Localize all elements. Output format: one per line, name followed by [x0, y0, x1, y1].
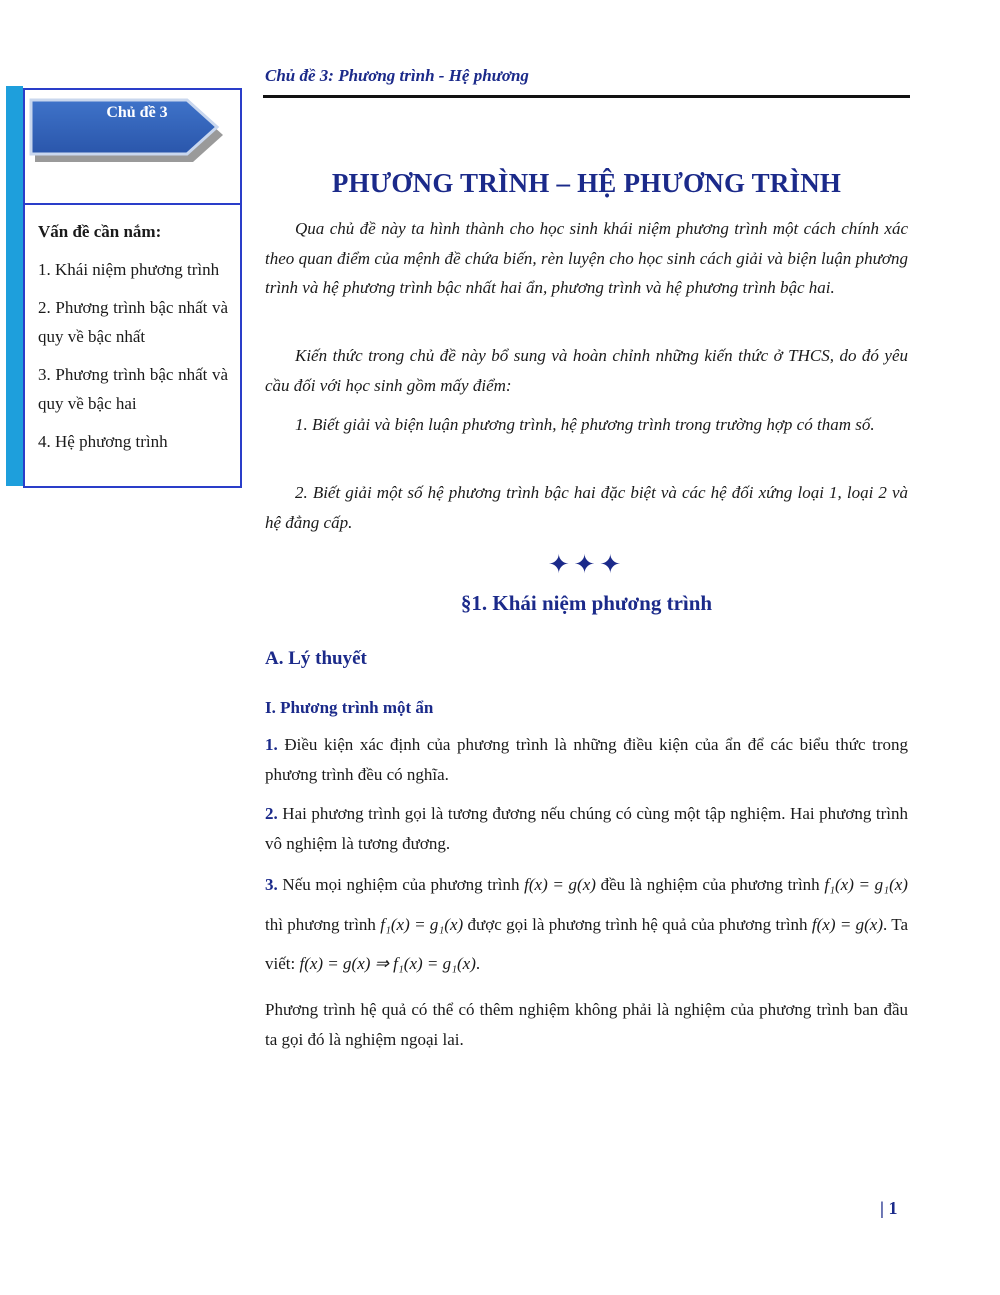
sidebar-content — [25, 205, 240, 456]
point-text: Nếu mọi nghiệm của phương trình — [277, 875, 525, 894]
point-text: . Ta viết: — [265, 914, 909, 973]
point-text: được gọi là phương trình hệ quả của phương trình — [463, 914, 812, 934]
equation: f₁(x) = g₁(x) — [824, 875, 908, 894]
intro-paragraph: 1. Biết giải và biện luận phương trình, hệ phương trình trong trường hợp có tham số. — [295, 415, 875, 434]
topic-sidebar — [23, 88, 242, 488]
sidebar-accent-bar — [6, 86, 23, 486]
intro-paragraph: Kiến thức trong chủ đề này bổ sung và hoàn chỉnh những kiến thức ở THCS, do đó yêu cầu đối với học sinh gồm mấy điểm: — [265, 346, 908, 395]
point-2 — [265, 799, 908, 858]
sidebar-item: 4. Hệ phương trình — [38, 432, 168, 451]
subsection-heading: A. Lý thuyết — [265, 648, 367, 669]
star-divider-icon: ✦✦✦ — [547, 550, 626, 579]
sidebar-item: 3. Phương trình bậc nhất và quy về bậc hai — [38, 365, 228, 413]
sidebar-item: 1. Khái niệm phương trình — [38, 260, 220, 279]
point-number: 3. — [265, 875, 278, 894]
point-text: . — [475, 954, 481, 973]
equation: f(x) = g(x) — [811, 914, 883, 934]
intro-paragraph: Qua chủ đề này ta hình thành cho học sinh khái niệm phương trình một cách chính xác theo quan điểm của mệnh đề chứa biến, rèn luyện cho học sinh cách giải và biện luận phương trình và hệ phương trình bậc nhất hai ẩn, phương trình và hệ phương trình bậc hai. — [265, 219, 908, 297]
point-1 — [265, 730, 908, 789]
equation: f₁(x) = g₁(x) — [380, 914, 464, 934]
point-number: 2. — [265, 804, 278, 823]
subsection-heading: I. Phương trình một ẩn — [265, 698, 434, 717]
topic-tab-label: Chủ đề 3 — [106, 104, 168, 121]
point-text: đều là nghiệm của phương trình — [595, 875, 825, 894]
closing-paragraph: Phương trình hệ quả có thể có thêm nghiệm không phải là nghiệm của phương trình ban đầu ta gọi đó là nghiệm ngoại lai. — [265, 1000, 908, 1049]
point-number: 1. — [265, 735, 278, 754]
page-number: | 1 — [880, 1198, 898, 1218]
equation: f(x) = g(x) — [524, 875, 596, 894]
sidebar-heading: Vấn đề cần nắm: — [38, 222, 162, 241]
intro-paragraph: 2. Biết giải một số hệ phương trình bậc hai đặc biệt và các hệ đối xứng loại 1, loại 2 và hệ đẳng cấp. — [265, 483, 908, 532]
equation: f(x) = g(x) ⇒ f₁(x) = g₁(x) — [299, 954, 476, 973]
header-divider — [263, 95, 910, 98]
point-3 — [265, 865, 908, 984]
page-title: PHƯƠNG TRÌNH – HỆ PHƯƠNG TRÌNH — [331, 168, 842, 198]
section-title: §1. Khái niệm phương trình — [460, 591, 713, 615]
point-text: thì phương trình — [265, 914, 381, 934]
point-text: Điều kiện xác định của phương trình là những điều kiện của ẩn để các biểu thức trong phương trình đều có nghĩa. — [265, 735, 908, 784]
topic-tab-area — [25, 90, 240, 205]
point-text: Hai phương trình gọi là tương đương nếu chúng có cùng một tập nghiệm. Hai phương trình vô nghiệm là tương đương. — [265, 804, 908, 853]
header-title: Chủ đề 3: Phương trình - Hệ phương — [265, 66, 529, 85]
sidebar-item: 2. Phương trình bậc nhất và quy về bậc nhất — [38, 298, 228, 346]
